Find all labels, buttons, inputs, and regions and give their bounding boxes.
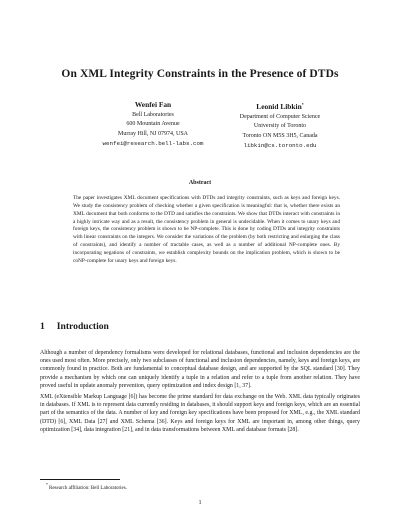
- section-title: Introduction: [56, 321, 109, 332]
- footnote-mark: *: [46, 482, 48, 487]
- section-heading: [40, 321, 109, 332]
- footnote-rule: [40, 479, 120, 480]
- footnote: [46, 482, 127, 491]
- page-number: 1: [198, 499, 202, 506]
- author-affiliation: Department of Computer Science: [239, 113, 321, 120]
- author-email: wenfei@research.bell-labs.com: [102, 140, 204, 148]
- section-number: 1: [40, 321, 45, 332]
- author-name: Wenfei Fan: [134, 100, 172, 109]
- author-email: libkin@cs.toronto.edu: [243, 142, 317, 150]
- body-paragraph: Although a number of dependency formalisms were developed for relational databases, functional and inclusion dependencies are the ones used most often. More precisely, only two subclasses of functional and inclusion dependencies, namely, keys and foreign keys, are commonly found in practice. Both are fundamental to conceptual database design, and are supported by the SQL standard [30]. They provide a mechanism by which one can uniquely identify a tuple in a relation and refer to a tuple from another relation. They have proved useful in update anomaly prevention, query optimization and index design [1, 37].: [40, 350, 360, 389]
- author-footnote-mark: *: [301, 102, 304, 107]
- body-paragraph: XML (eXtensible Markup Language [6]) has become the prime standard for data exchange on the Web. XML data typically originates in databases. If XML is to represent data currently residing in databases, it should support keys and foreign keys, which are an essential part of the semantics of the data. A number of key and foreign key specifications have been proposed for XML, e.g., the XML standard (DTD) [6], XML Data [27] and XML Schema [36]. Keys and foreign keys for XML are important in, among other things, query optimization [34], data integration [21], and in data transformations between XML and database formats [28].: [40, 394, 360, 433]
- author-block-fan: [88, 100, 218, 149]
- footnote-text: Research affiliation: Bell Laboratories.: [49, 486, 127, 491]
- author-block-libkin: [218, 100, 342, 151]
- abstract-text: The paper investigates XML document specifications with DTDs and integrity constraints, such as keys and foreign keys. We study the consistency problem of checking whether a given specification is meaningful: that is, whether there exists an XML document that both conforms to the DTD and satisfies the constraints. We show that DTDs interact with constraints in a highly intricate way and as a result, the consistency problem in general is undecidable. When it comes to unary keys and foreign keys, the consistency problem is shown to be NP-complete. This is done by coding DTDs and integrity constraints with linear constraints on the integers. We consider the variations of the problem (by both restricting and enlarging the class of constraints), and identify a number of tractable cases, as well as a number of additional NP-complete ones. By incorporating negations of constraints, we establish complexity bounds on the implication problem, which is shown to be coNP-complete for unary keys and foreign keys.: [73, 195, 340, 264]
- author-name: [218, 100, 342, 111]
- paper-title: On XML Integrity Constraints in the Presence of DTDs: [61, 68, 339, 80]
- author-name-text: Leonid Libkin: [256, 102, 302, 111]
- author-address: 600 Mountain Avenue: [126, 121, 180, 128]
- author-city: Toronto ON M5S 3H5, Canada: [242, 132, 318, 139]
- abstract-heading: Abstract: [188, 180, 212, 186]
- author-affiliation: Bell Laboratories: [132, 111, 174, 118]
- author-address: University of Toronto: [253, 123, 307, 130]
- author-city: Murray Hill, NJ 07974, USA: [118, 130, 188, 137]
